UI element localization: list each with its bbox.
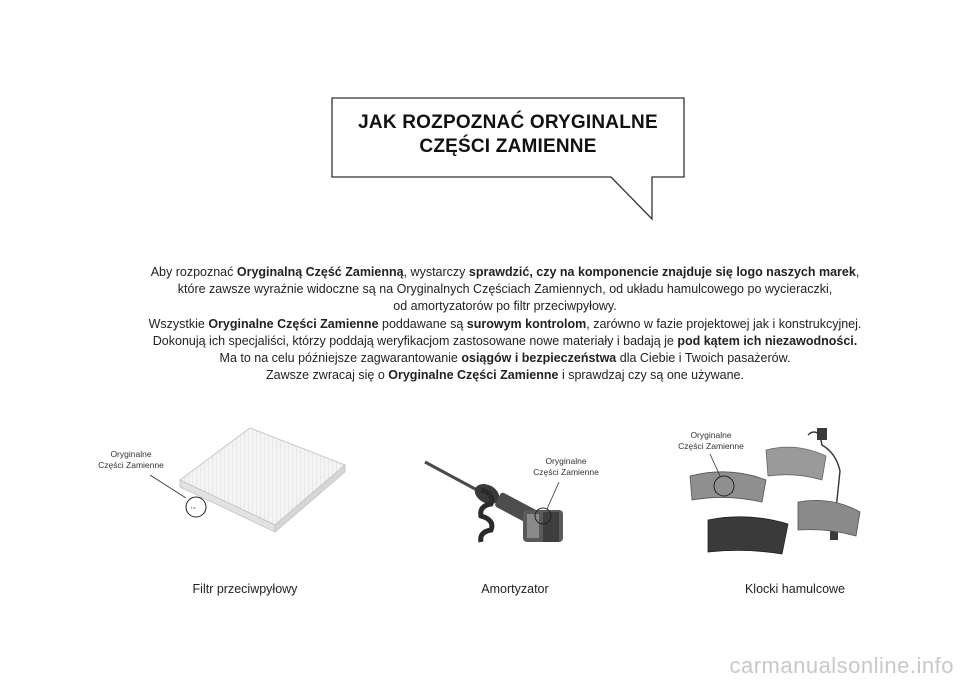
header-bubble [331, 97, 685, 221]
page-title [331, 111, 685, 159]
text-segment: dla Ciebie i Twoich pasażerów. [616, 351, 791, 366]
text-segment: poddawane są [378, 316, 467, 331]
body-line-7 [100, 367, 910, 384]
text-segment: Wszystkie [148, 316, 209, 331]
text-bold: sprawdzić, czy na komponencie znajduje się logo naszych marek [468, 265, 856, 279]
body-line-3: od amortyzatorów po filtr przeciwpyłowy. [393, 299, 617, 314]
text-segment: , zarówno w fazie projektowej jak i konstrukcyjnej. [586, 316, 862, 331]
body-line-6 [100, 350, 910, 367]
shock-absorber-image [415, 450, 585, 565]
text-segment: Aby rozpoznać [150, 265, 237, 279]
callout-line1: Oryginalne [110, 449, 152, 459]
text-segment: Dokonują ich specjaliści, którzy poddają weryfikacjom zastosowane nowe materiały i badają je [152, 333, 678, 348]
body-line-1 [100, 264, 910, 281]
text-bold: pod kątem ich niezawodności. [677, 333, 858, 348]
text-bold: Oryginalne Części Zamienne [388, 368, 559, 383]
body-text [100, 264, 910, 384]
text-bold: osiągów i bezpieczeństwa [461, 351, 617, 366]
text-bold: Oryginalną Część Zamienną [236, 265, 404, 279]
body-line-2: które zawsze wyraźnie widoczne są na Oryginalnych Częściach Zamiennych, od układu hamulcowego po wycieraczki, [177, 282, 833, 297]
caption-shock-absorber: Amortyzator [481, 582, 549, 596]
text-segment: Zawsze zwracaj się o [266, 368, 389, 383]
callout-line1: Oryginalne [690, 430, 732, 440]
callout-line2: Części Zamienne [678, 441, 744, 451]
body-line-4 [100, 316, 910, 333]
cabin-filter-image [140, 420, 350, 550]
text-bold: surowym kontrolom [466, 316, 587, 331]
text-bold: Oryginalne Części Zamienne [208, 316, 379, 331]
text-segment: , [855, 265, 860, 279]
text-segment: Ma to na celu późniejsze zagwarantowanie [219, 351, 462, 366]
callout-line2: Części Zamienne [98, 460, 164, 470]
text-segment: , wystarczy [403, 265, 469, 279]
callout-line1: Oryginalne [545, 456, 587, 466]
brake-pads-image [680, 428, 880, 578]
caption-brake-pads: Klocki hamulcowe [744, 582, 846, 596]
text-segment: i sprawdzaj czy są one używane. [558, 368, 744, 383]
callout-line2: Części Zamienne [533, 467, 599, 477]
svg-text:f a: f a [191, 505, 196, 510]
body-line-5 [100, 333, 910, 350]
caption-filter: Filtr przeciwpyłowy [192, 582, 298, 596]
page-title-line2: CZĘŚCI ZAMIENNE [419, 136, 597, 157]
page-title-line1: JAK ROZPOZNAĆ ORYGINALNE [358, 112, 658, 133]
watermark: carmanualsonline.info [729, 653, 954, 678]
